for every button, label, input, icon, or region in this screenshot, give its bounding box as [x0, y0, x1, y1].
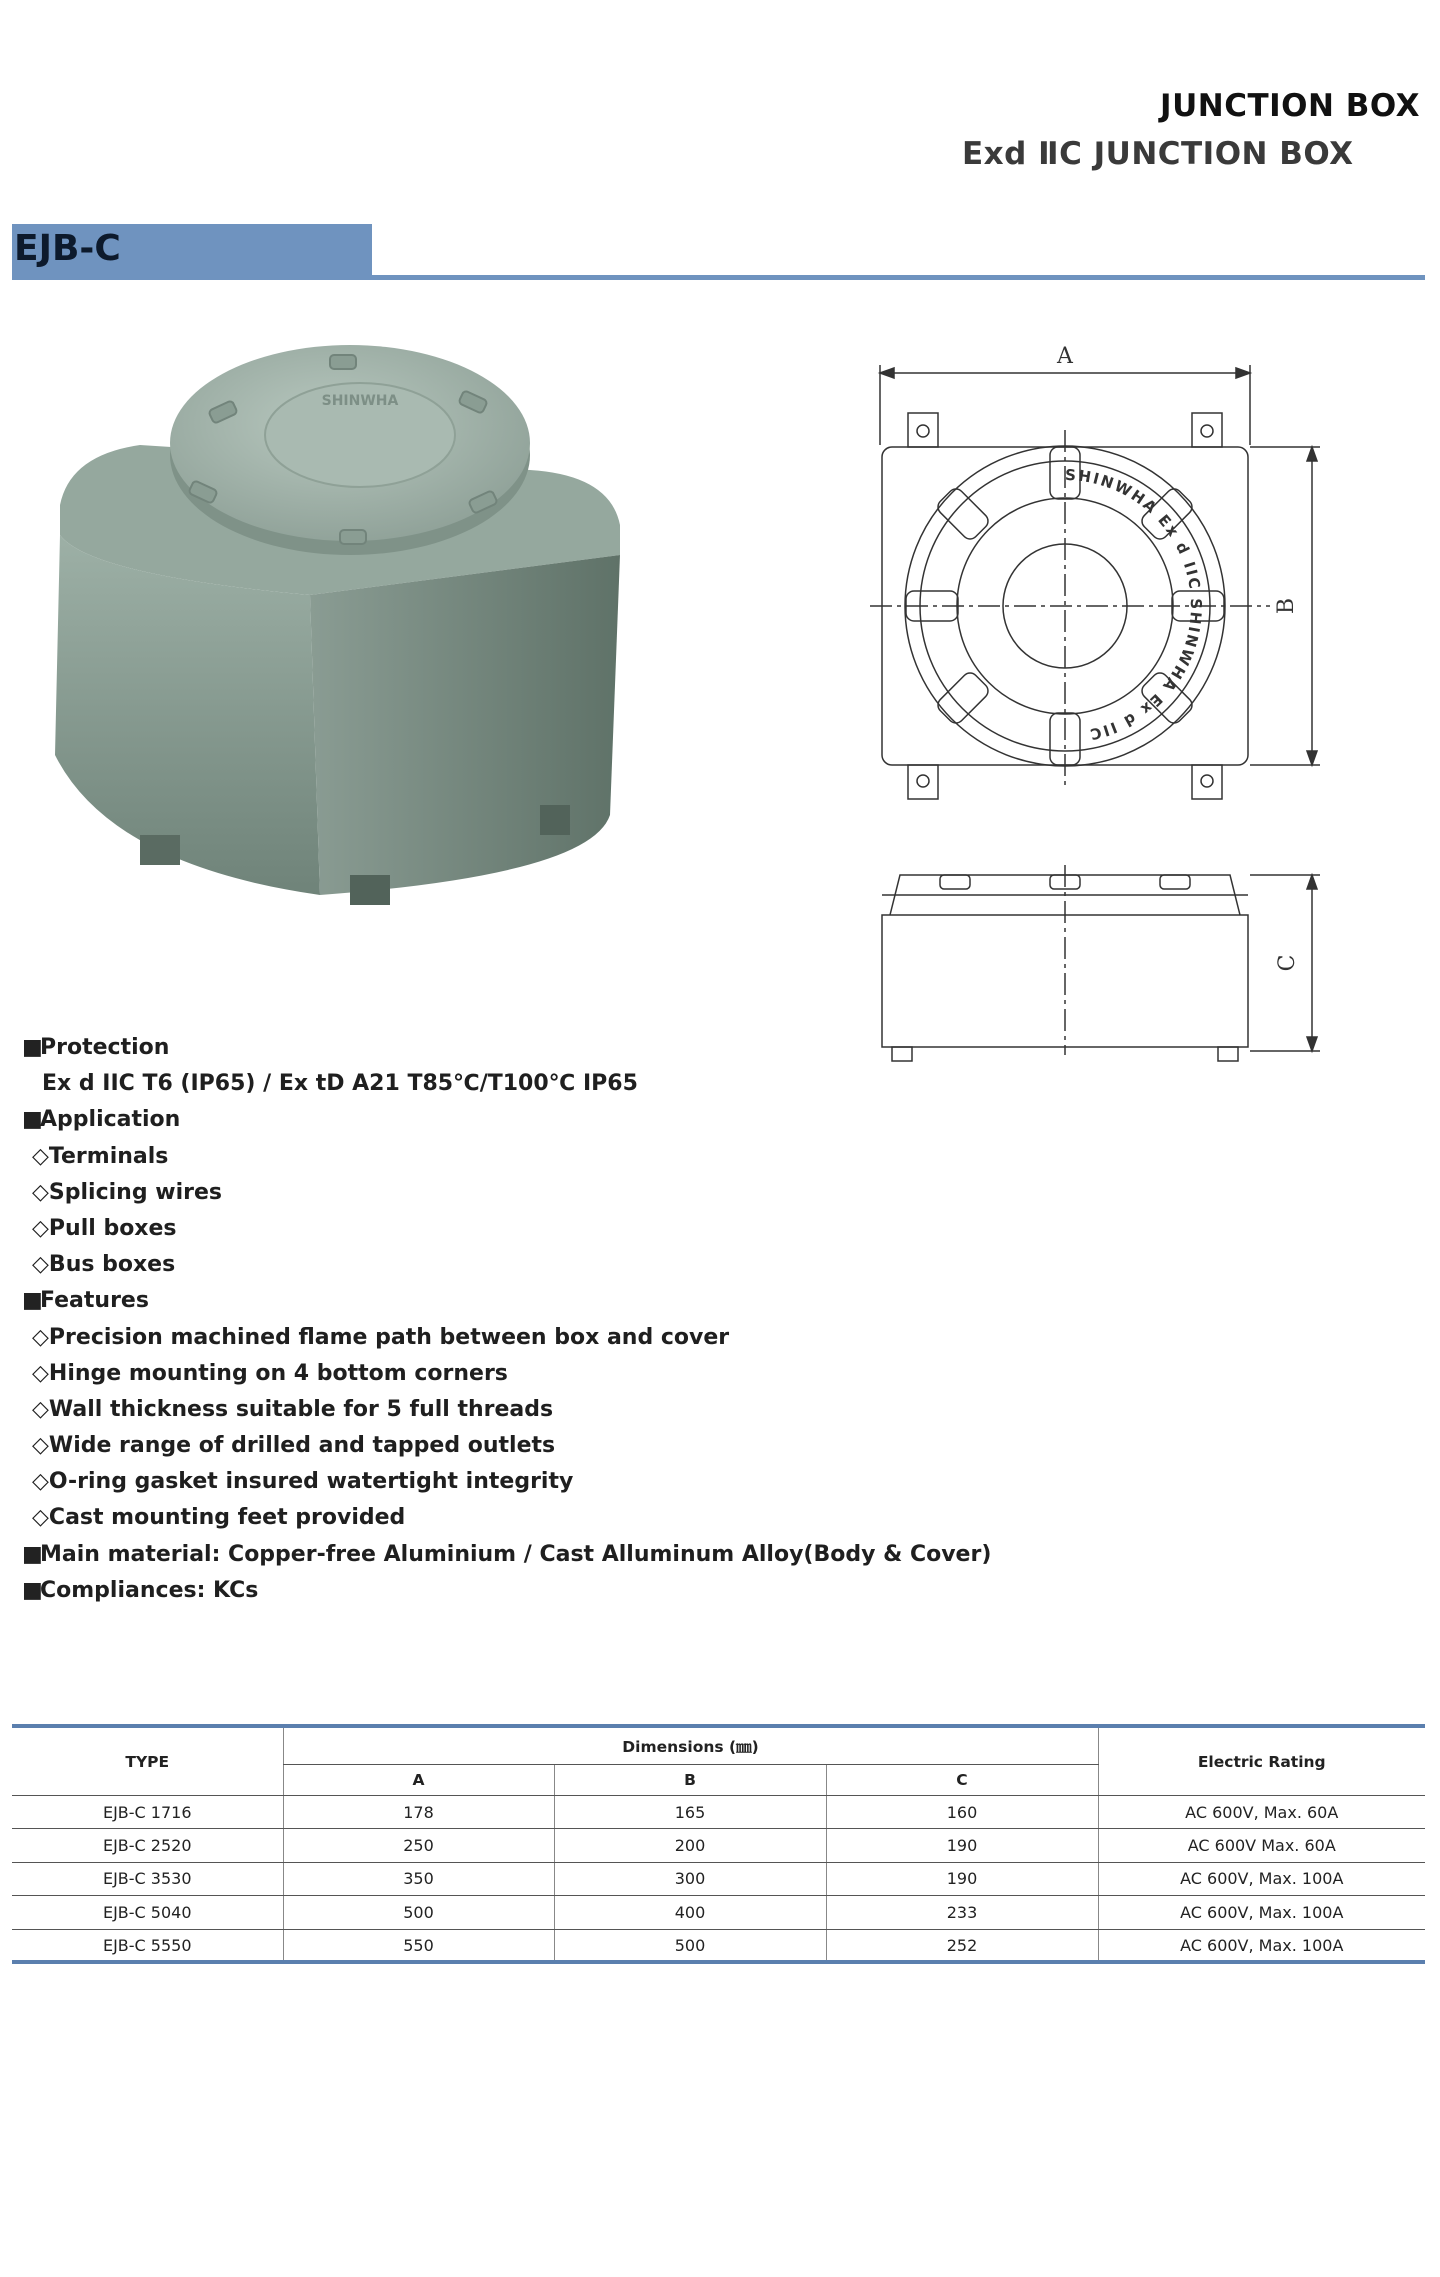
product-photo [30, 335, 630, 915]
cell-c: 160 [826, 1796, 1098, 1829]
header-col-c: C [826, 1765, 1098, 1796]
cell-rating: AC 600V, Max. 100A [1098, 1896, 1425, 1929]
header-type: TYPE [12, 1728, 283, 1796]
cell-c: 190 [826, 1862, 1098, 1895]
cell-c: 190 [826, 1829, 1098, 1862]
spec-list [22, 1030, 991, 1609]
diamond-bullet-icon: ◇ [32, 1324, 49, 1350]
square-bullet-icon: ■ [22, 1288, 43, 1314]
cell-rating: AC 600V Max. 60A [1098, 1829, 1425, 1862]
application-item: ◇Splicing wires [32, 1179, 222, 1205]
diamond-bullet-icon: ◇ [32, 1396, 49, 1422]
technical-drawing [870, 335, 1330, 1075]
page-subtitle: Exd ⅡC JUNCTION BOX [962, 136, 1354, 172]
feature-item: ◇Hinge mounting on 4 bottom corners [32, 1360, 508, 1386]
dim-b-label: B [1274, 597, 1299, 615]
cell-rating: AC 600V, Max. 100A [1098, 1929, 1425, 1962]
diamond-bullet-icon: ◇ [32, 1433, 49, 1459]
diamond-bullet-icon: ◇ [32, 1179, 49, 1205]
dim-a-label: A [1057, 344, 1073, 369]
drawing-cover-text: SHINWHA Ex d IIC SHINWHA Ex d IIC [1064, 465, 1206, 744]
feature-item: ◇O-ring gasket insured watertight integrity [32, 1469, 574, 1495]
cell-a: 550 [283, 1929, 554, 1962]
application-item: ◇Bus boxes [32, 1252, 176, 1278]
cell-b: 300 [554, 1862, 826, 1895]
square-bullet-icon: ■ [22, 1035, 43, 1060]
table-row [12, 1829, 1425, 1862]
cell-b: 200 [554, 1829, 826, 1862]
cell-type: EJB-C 2520 [12, 1829, 283, 1862]
cell-a: 250 [283, 1829, 554, 1862]
cell-a: 500 [283, 1896, 554, 1929]
cell-b: 400 [554, 1896, 826, 1929]
cell-type: EJB-C 5550 [12, 1929, 283, 1962]
diamond-bullet-icon: ◇ [32, 1143, 49, 1169]
header-electric-rating: Electric Rating [1098, 1728, 1425, 1796]
spec-application-heading: ■Application [22, 1102, 991, 1138]
model-divider [12, 275, 1425, 280]
spec-protection-value: Ex d IIC T6 (IP65) / Ex tD A21 T85℃/T100℃ IP65 [42, 1071, 638, 1097]
cell-b: 500 [554, 1929, 826, 1962]
cell-rating: AC 600V, Max. 100A [1098, 1862, 1425, 1895]
feature-item: ◇Wall thickness suitable for 5 full threads [32, 1396, 554, 1422]
cell-type: EJB-C 1716 [12, 1796, 283, 1829]
square-bullet-icon: ■ [22, 1577, 43, 1603]
spec-material: ■Main material: Copper-free Aluminium / Cast Alluminum Alloy(Body & Cover) [22, 1537, 991, 1573]
spec-compliances: ■Compliances: KCs [22, 1573, 991, 1609]
cell-type: EJB-C 5040 [12, 1896, 283, 1929]
table-row [12, 1796, 1425, 1829]
diamond-bullet-icon: ◇ [32, 1505, 49, 1531]
feature-item: ◇Cast mounting feet provided [32, 1505, 406, 1531]
application-item: ◇Pull boxes [32, 1215, 177, 1241]
diamond-bullet-icon: ◇ [32, 1469, 49, 1495]
table-row [12, 1862, 1425, 1895]
table-row [12, 1896, 1425, 1929]
feature-item: ◇Wide range of drilled and tapped outlets [32, 1433, 556, 1459]
cell-c: 233 [826, 1896, 1098, 1929]
cell-c: 252 [826, 1929, 1098, 1962]
page-title: JUNCTION BOX [1160, 88, 1420, 124]
table-bottom-rule [12, 1960, 1425, 1964]
cell-a: 178 [283, 1796, 554, 1829]
square-bullet-icon: ■ [22, 1107, 43, 1133]
cell-a: 350 [283, 1862, 554, 1895]
diamond-bullet-icon: ◇ [32, 1215, 49, 1241]
dimension-table [12, 1728, 1425, 1963]
square-bullet-icon: ■ [22, 1541, 43, 1567]
model-name: EJB-C [14, 228, 121, 269]
header-dimensions: Dimensions (㎜) [283, 1728, 1098, 1765]
table-row [12, 1929, 1425, 1962]
header-col-b: B [554, 1765, 826, 1796]
feature-item: ◇Precision machined flame path between box and cover [32, 1324, 730, 1350]
spec-features-heading: ■Features [22, 1283, 991, 1319]
header-col-a: A [283, 1765, 554, 1796]
diamond-bullet-icon: ◇ [32, 1360, 49, 1386]
photo-cover-text: SHINWHA [321, 393, 399, 409]
diamond-bullet-icon: ◇ [32, 1252, 49, 1278]
cell-b: 165 [554, 1796, 826, 1829]
cell-rating: AC 600V, Max. 60A [1098, 1796, 1425, 1829]
cell-type: EJB-C 3530 [12, 1862, 283, 1895]
dim-c-label: C [1275, 954, 1300, 972]
spec-protection-heading: ■Protection [22, 1030, 991, 1066]
application-item: ◇Terminals [32, 1143, 169, 1169]
